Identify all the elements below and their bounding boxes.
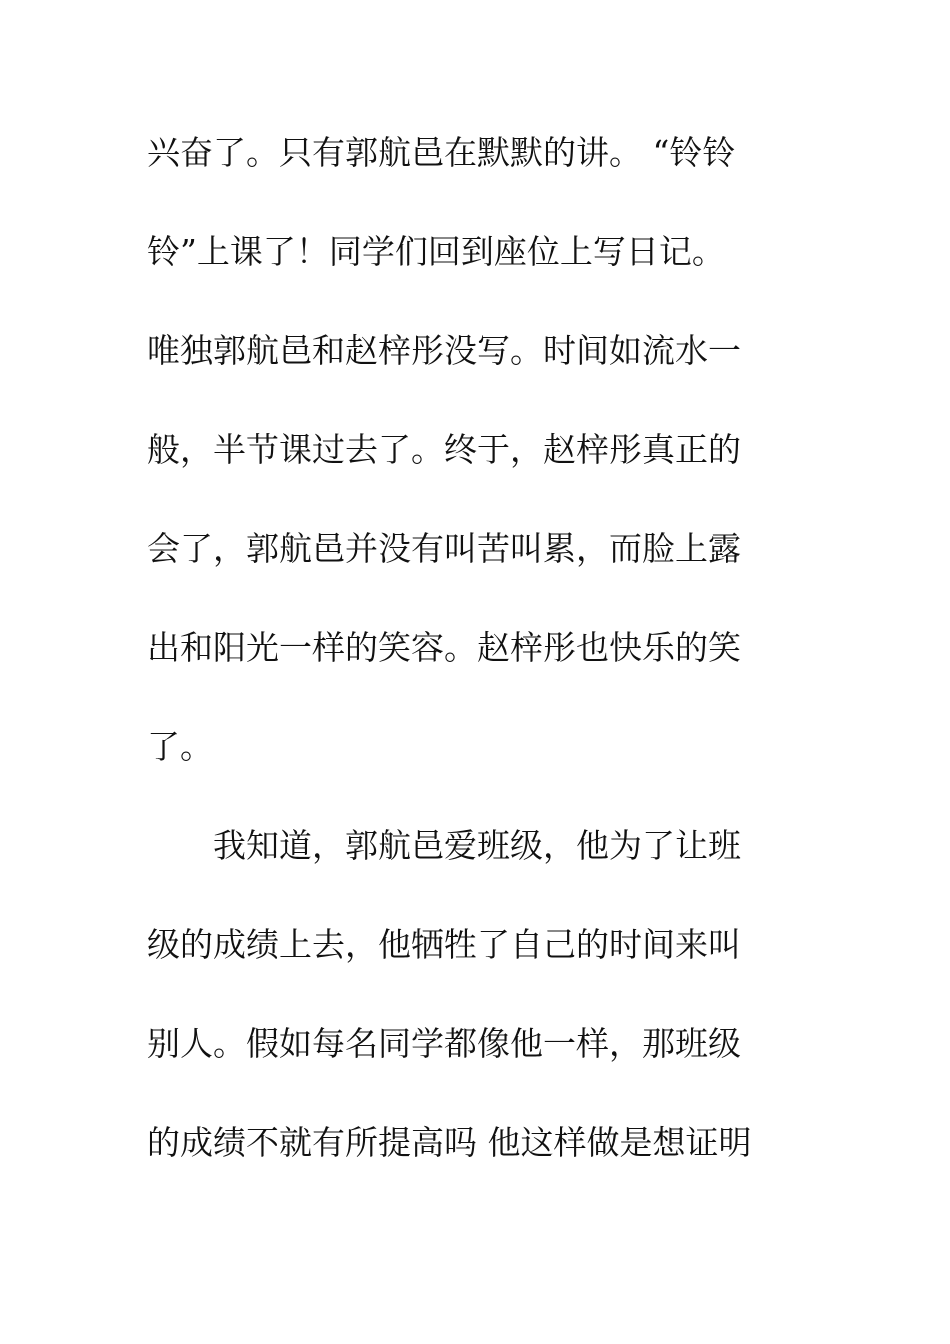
text-line: 了。 <box>147 727 213 766</box>
text-line: 唯独郭航邑和赵梓彤没写。时间如流水一 <box>147 331 741 370</box>
paragraph-first-line: 我知道，郭航邑爱班级，他为了让班 <box>213 826 741 865</box>
text-line: 别人。假如每名同学都像他一样，那班级 <box>147 1024 741 1063</box>
text-line: 铃”上课了！同学们回到座位上写日记。 <box>147 232 725 271</box>
text-line: 般，半节课过去了。终于，赵梓彤真正的 <box>147 430 741 469</box>
text-line: 的成绩不就有所提高吗 他这样做是想证明 <box>147 1123 752 1162</box>
body-text <box>147 128 807 1217</box>
text-line: 兴奋了。只有郭航邑在默默的讲。 “铃铃 <box>147 133 736 172</box>
text-line: 出和阳光一样的笑容。赵梓彤也快乐的笑 <box>147 628 741 667</box>
text-line: 会了，郭航邑并没有叫苦叫累，而脸上露 <box>147 529 741 568</box>
text-line: 级的成绩上去，他牺牲了自己的时间来叫 <box>147 925 741 964</box>
